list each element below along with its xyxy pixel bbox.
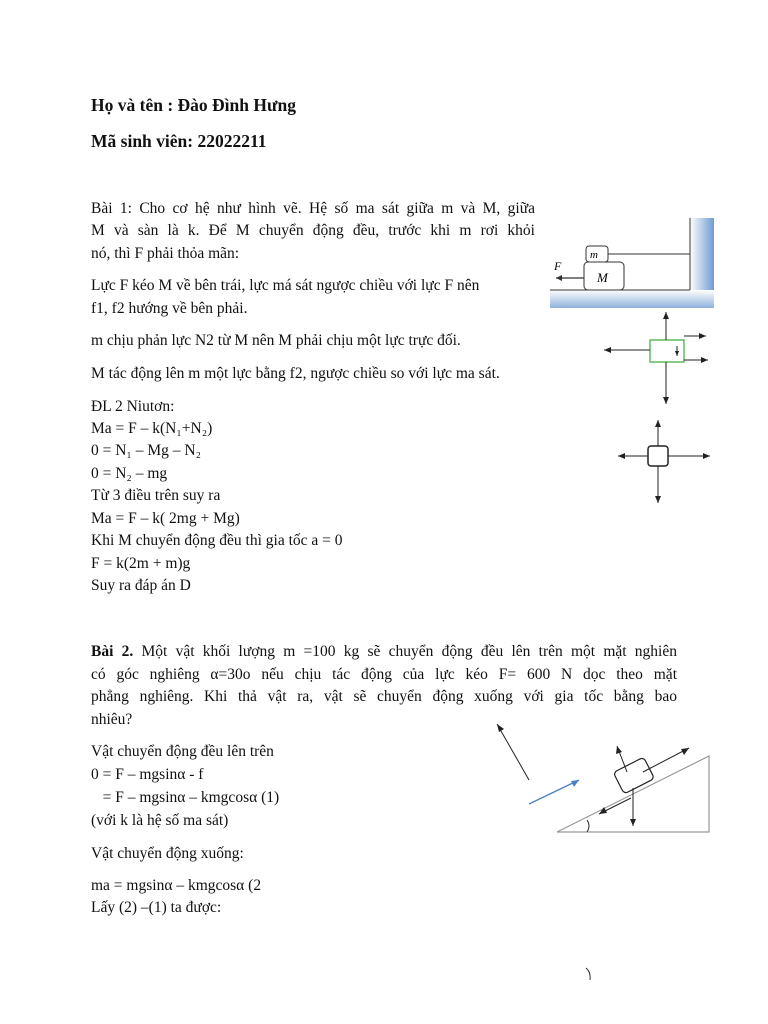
bai1-solution-line: 0 = N₂ – mg — [91, 465, 168, 482]
bai1-solution-line: Từ 3 điều trên suy ra — [91, 487, 221, 504]
student-name: Họ và tên : Đào Đình Hưng — [91, 95, 296, 115]
bai1-explain-line: M tác động lên m một lực bằng f2, ngược chiều so với lực ma sát. — [91, 365, 500, 382]
bai2-solution-line: Vật chuyển động đều lên trên — [91, 743, 274, 760]
bai2-solution-line: (với k là hệ số ma sát) — [91, 812, 229, 829]
bai2-prompt-line: phẳng nghiêng. Khi thả vật ra, vật sẽ chuyển động xuống với gia tốc bằng bao — [91, 688, 677, 705]
bai1-solution-line: F = k(2m + m)g — [91, 555, 191, 572]
bai1-solution-line: 0 = N₁ – Mg – N₂ — [91, 442, 201, 459]
bai1-prompt-line: Bài 1: Cho cơ hệ như hình vẽ. Hệ số ma sát giữa m và M, giữa — [91, 200, 535, 217]
bai2-solution-line: 0 = F – mgsinα - f — [91, 766, 204, 783]
bai2-solution-line: Lấy (2) –(1) ta được: — [91, 899, 222, 916]
student-id: Mã sinh viên: 22022211 — [91, 131, 267, 151]
bai1-solution-line: ĐL 2 Niutơn: — [91, 398, 175, 415]
floor — [550, 290, 714, 308]
bai2-solution-line: Vật chuyển động xuống: — [91, 845, 244, 862]
bai1-solution-line: Suy ra đáp án D — [91, 577, 191, 594]
label-F: F — [554, 259, 562, 273]
bai1-solution-line: Ma = F – k( 2mg + Mg) — [91, 510, 240, 527]
block-on-incline — [613, 757, 654, 794]
bai2-prompt-line: Bài 2. Một vật khối lượng m =100 kg sẽ chuyển động đều lên trên một mặt nghiên — [91, 643, 677, 660]
bai2-prompt-line: có góc nghiêng α=30o nếu chịu tác động của lực kéo F= 600 N dọc theo mặt — [91, 666, 677, 683]
bai1-solution-line: Ma = F – k(N₁+N₂) — [91, 420, 213, 437]
angle-arc — [587, 820, 589, 832]
bai1-block-figure — [550, 218, 715, 308]
bai2-prompt-line: nhiêu? — [91, 711, 133, 728]
block-m — [648, 446, 668, 466]
bai1-explain-line: f1, f2 hướng về bên phải. — [91, 300, 248, 317]
bai2-solution-line: = F – mgsinα – kmgcosα (1) — [91, 789, 280, 806]
bai1-explain-line: m chịu phản lực N2 từ M nên M phải chịu một lực trực đối. — [91, 332, 461, 349]
arrow-line-long — [497, 724, 529, 780]
bai1-solution-line: Khi M chuyển động đều thì gia tốc a = 0 — [91, 532, 343, 549]
force-diagram-M — [600, 310, 720, 410]
stray-mark — [584, 966, 594, 982]
bai1-prompt-line: M và sàn là k. Để M chuyển động đều, trước khi m rơi khỏi — [91, 222, 535, 239]
label-M: M — [597, 270, 608, 285]
label-m: m — [590, 249, 598, 261]
bai2-title: Bài 2. — [91, 643, 134, 660]
blue-arrow — [529, 780, 579, 804]
bai1-explain-line: Lực F kéo M về bên trái, lực má sát ngược chiều với lực F nên — [91, 277, 480, 294]
bai2-incline-figure — [495, 718, 715, 836]
bai2-solution-line: ma = mgsinα – kmgcosα (2 — [91, 877, 262, 894]
bai1-prompt-line: nó, thì F phải thỏa mãn: — [91, 245, 240, 262]
force-diagram-m — [612, 418, 717, 508]
